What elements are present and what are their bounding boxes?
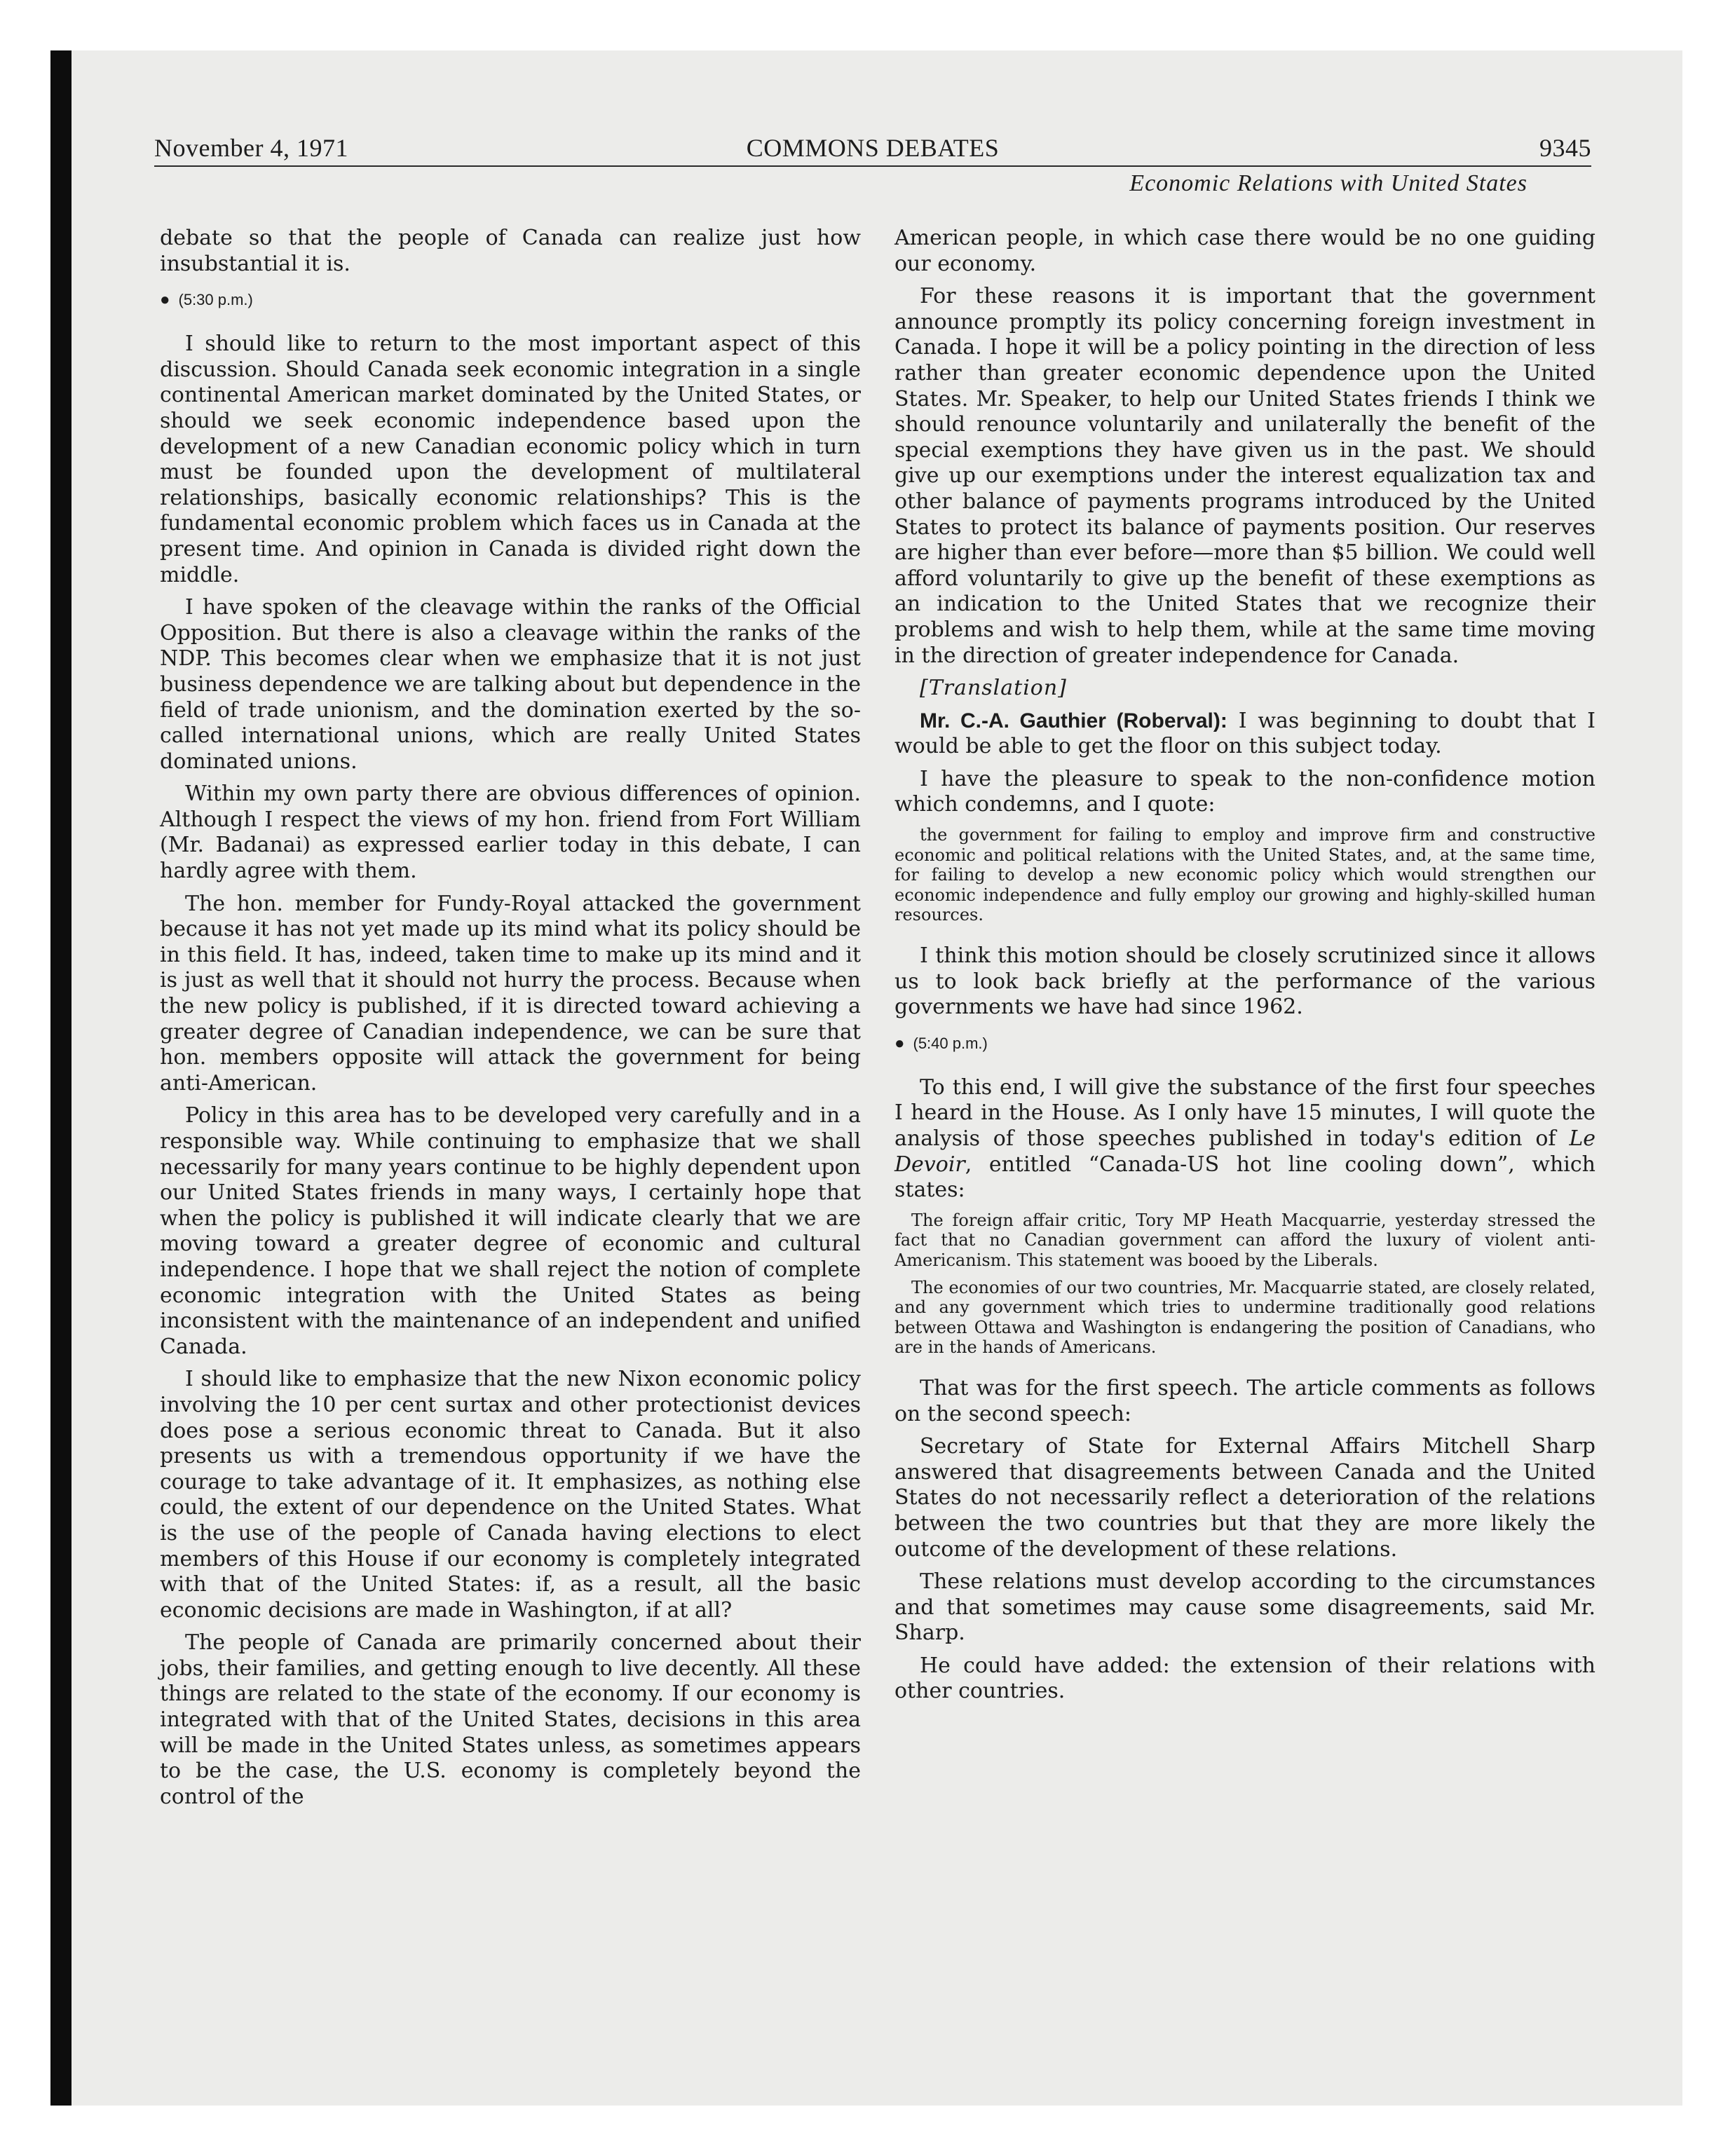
quotation-block [894,825,1595,925]
quotation: The economies of our two countries, Mr. Macquarrie stated, are closely related, and any government which tries to undermine traditionally good relations between Ottawa and Washington is endangering the position of Canadians, who are in the hands of Americans. [894,1277,1595,1358]
paragraph: He could have added: the extension of their relations with other countries. [894,1653,1595,1704]
timestamp-marker [160,289,861,311]
translation-marker: [Translation] [920,676,1067,701]
quotation: The foreign affair critic, Tory MP Heath Macquarrie, yesterday stressed the fact that no Canadian government can afford the luxury of violent anti-Americanism. This statement was booed by the Liberals. [894,1210,1595,1270]
paragraph-text: , entitled “Canada-US hot line cooling down”, which states: [894,1152,1595,1203]
timestamp: (5:30 p.m.) [178,291,253,309]
scan-border [50,50,72,2106]
left-column [160,226,861,1817]
timestamp: (5:40 p.m.) [913,1034,988,1052]
paragraph: I have the pleasure to speak to the non-confidence motion which condemns, and I quote: [894,766,1595,817]
right-column [894,226,1595,1712]
header-page-number: 9345 [1539,134,1591,162]
paragraph-text: To this end, I will give the substance of the first four speeches I heard in the House. As I only have 15 minutes, I will quote the analysis of those speeches published in today's edition of [894,1074,1595,1151]
paragraph: That was for the first speech. The article comments as follows on the second speech: [894,1375,1595,1426]
speaker-paragraph [894,709,1595,760]
header-date: November 4, 1971 [154,134,348,162]
paragraph: I should like to emphasize that the new Nixon economic policy involving the 10 per cent surtax and other protectionist devices does pose a serious economic threat to Canada. But it also presents us with a tremendous opportunity if we have the courage to take advantage of it. It emphasizes, as nothing else could, the extent of our dependence on the United States. What is the use of the people of Canada having elections to elect members of this House if our economy is completely integrated with that of the United States: if, as a result, all the basic economic decisions are made in Washington, if at all? [160,1367,861,1623]
paragraph: I should like to return to the most important aspect of this discussion. Should Canada seek economic integration in a single continental American market dominated by the United States, or should we seek economic independence based upon the development of a new Canadian economic policy which in turn must be founded upon the development of multilateral relationships, basically economic relationships? This is the fundamental economic problem which faces us in Canada at the present time. And opinion in Canada is divided right down the middle. [160,332,861,587]
running-header [154,133,1591,167]
bullet-icon: ● [160,290,170,310]
paragraph [894,1075,1595,1203]
section-title: Economic Relations with United States [1129,170,1528,196]
paragraph: Within my own party there are obvious differences of opinion. Although I respect the views of my hon. friend from Fort William (Mr. Badanai) as expressed earlier today in this debate, I can hardly agree with them. [160,782,861,884]
paragraph: I have spoken of the cleavage within the ranks of the Official Opposition. But there is also a cleavage within the ranks of the NDP. This becomes clear when we emphasize that it is not just business dependence we are talking about but dependence in the field of trade unionism, and the domination exerted by the so-called international unions, which are really United States dominated unions. [160,595,861,774]
speaker-name: Mr. C.-A. Gauthier (Roberval): [920,709,1227,732]
bullet-icon: ● [894,1033,905,1053]
quotation: the government for failing to employ and improve firm and constructive economic and political relations with the United States, and, at the same time, for failing to develop a new economic policy which would strengthen our economic independence and fully employ our growing and highly-skilled human resources. [894,825,1595,925]
timestamp-marker [894,1033,1595,1054]
header-publication-title: COMMONS DEBATES [746,134,1000,162]
speaker-text: I was beginning to doubt that I would be able to get the floor on this subject today. [894,708,1595,759]
paragraph: Policy in this area has to be developed very carefully and in a responsible way. While continuing to emphasize that we shall necessarily for many years continue to be highly dependent upon our United States friends in many ways, I certainly hope that when the policy is published it will indicate clearly that we are moving toward a greater degree of economic and cultural independence. I hope that we shall reject the notion of complete economic integration with the United States as being inconsistent with the maintenance of an independent and unified Canada. [160,1103,861,1359]
paragraph: American people, in which case there would be no one guiding our economy. [894,226,1595,276]
paragraph: The people of Canada are primarily concerned about their jobs, their families, and getting enough to live decently. All these things are related to the state of the economy. If our economy is integrated with that of the United States, decisions in this area will be made in the United States unless, as sometimes appears to be the case, the U.S. economy is completely beyond the control of the [160,1630,861,1809]
paragraph: I think this motion should be closely scrutinized since it allows us to look back briefly at the performance of the various governments we have had since 1962. [894,943,1595,1020]
paragraph: These relations must develop according to the circumstances and that sometimes may cause some disagreements, said Mr. Sharp. [894,1569,1595,1646]
newspaper-title: Le Devoir [894,1126,1595,1177]
paragraph: For these reasons it is important that the government announce promptly its policy concerning foreign investment in Canada. I hope it will be a policy pointing in the direction of less rather than greater economic dependence upon the United States. Mr. Speaker, to help our United States friends I think we should renounce voluntarily and unilaterally the benefit of the special exemptions they have given us in the past. We should give up our exemptions under the interest equalization tax and other balance of payments programs introduced by the United States to protect its balance of payments position. Our reserves are higher than ever before—more than $5 billion. We could well afford voluntarily to give up the benefit of these exemptions as an indication to the United States that we recognize their problems and wish to help them, while at the same time moving in the direction of greater independence for Canada. [894,284,1595,668]
paragraph: The hon. member for Fundy-Royal attacked the government because it has not yet made up its mind what its policy should be in this field. It has, indeed, taken time to make up its mind and it is just as well that it should not hurry the process. Because when the new policy is published, if it is directed toward achieving a greater degree of Canadian independence, we can be sure that hon. members opposite will attack the government for being anti-American. [160,891,861,1096]
paragraph: debate so that the people of Canada can realize just how insubstantial it is. [160,226,861,276]
quotation-block [894,1210,1595,1358]
paragraph: Secretary of State for External Affairs Mitchell Sharp answered that disagreements between Canada and the United States do not necessarily reflect a deterioration of the relations between the two countries but that they are more likely the outcome of the development of these relations. [894,1434,1595,1562]
